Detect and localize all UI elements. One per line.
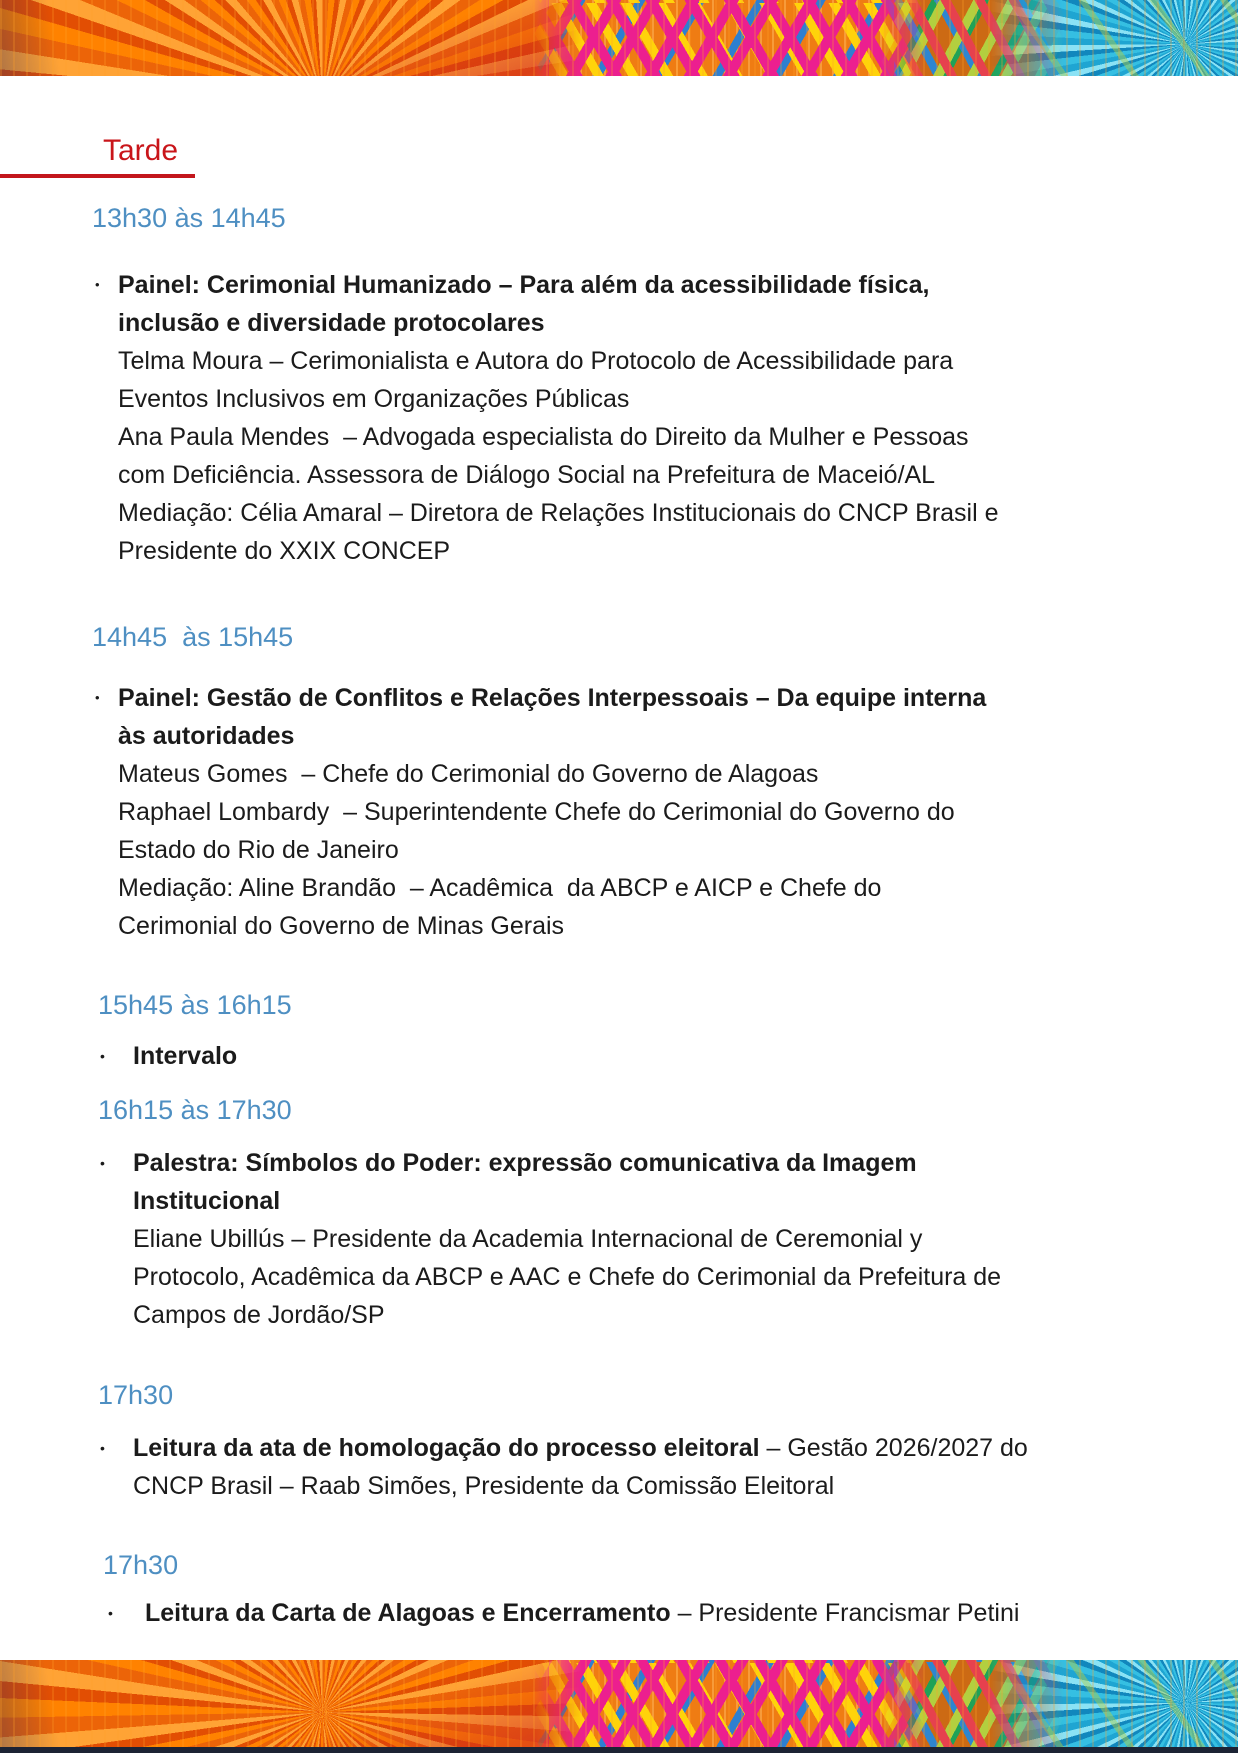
bullet-icon: • — [95, 690, 100, 705]
agenda-item-text — [133, 1144, 1238, 1334]
schedule-section — [0, 1379, 1238, 1505]
time-heading: 14h45 às 15h45 — [92, 622, 294, 652]
text-line: Palestra: Símbolos do Poder: expressão comunicativa da Imagem — [133, 1149, 917, 1177]
agenda-item-text — [118, 266, 1238, 570]
schedule-section — [0, 1094, 1238, 1334]
title-underline — [0, 174, 195, 178]
time-heading: 17h30 — [103, 1550, 179, 1580]
text-line: Mediação: Aline Brandão – Acadêmica da ABCP e AICP e Chefe do — [118, 874, 882, 902]
text-line: Protocolo, Acadêmica da ABCP e AAC e Chefe do Cerimonial da Prefeitura de — [133, 1263, 1002, 1291]
text-line: às autoridades — [118, 722, 295, 750]
woven-textile-banner-top — [0, 0, 1238, 76]
bullet-icon: • — [100, 1155, 105, 1171]
text-line: Intervalo — [133, 1042, 238, 1070]
text-line: inclusão e diversidade protocolares — [118, 309, 545, 337]
time-heading: 13h30 às 14h45 — [92, 203, 286, 233]
text-line: Raphael Lombardy – Superintendente Chefe do Cerimonial do Governo do — [118, 798, 955, 826]
bullet-icon: • — [108, 1605, 113, 1621]
agenda-item — [100, 1144, 1238, 1334]
schedule-section — [0, 621, 1238, 945]
agenda-item-text — [145, 1594, 1238, 1632]
agenda-item — [108, 1594, 1238, 1632]
section-title: Tarde — [103, 134, 179, 167]
bullet-icon: • — [100, 1440, 105, 1456]
bullet-icon: • — [100, 1048, 105, 1064]
schedule-section — [0, 202, 1238, 570]
time-heading: 17h30 — [98, 1380, 174, 1410]
text-line: Mateus Gomes – Chefe do Cerimonial do Governo de Alagoas — [118, 760, 819, 788]
text-line: Leitura da Carta de Alagoas e Encerramento – Presidente Francismar Petini — [145, 1599, 1020, 1627]
text-line: Painel: Gestão de Conflitos e Relações Interpessoais – Da equipe interna — [118, 684, 987, 712]
text-line: Estado do Rio de Janeiro — [118, 836, 399, 864]
text-line: CNCP Brasil – Raab Simões, Presidente da Comissão Eleitoral — [133, 1472, 835, 1500]
text-line: Cerimonial do Governo de Minas Gerais — [118, 912, 565, 940]
agenda-item — [100, 1037, 1238, 1075]
text-line: Ana Paula Mendes – Advogada especialista do Direito da Mulher e Pessoas — [118, 423, 969, 451]
agenda-item-text — [133, 1429, 1238, 1505]
schedule — [0, 202, 1238, 1632]
text-line: Telma Moura – Cerimonialista e Autora do Protocolo de Acessibilidade para — [118, 347, 954, 375]
text-line: Campos de Jordão/SP — [133, 1301, 385, 1329]
text-line: com Deficiência. Assessora de Diálogo Social na Prefeitura de Maceió/AL — [118, 461, 936, 489]
agenda-item — [100, 1429, 1238, 1505]
text-line: Institucional — [133, 1187, 281, 1215]
time-heading: 15h45 às 16h15 — [98, 990, 292, 1020]
schedule-section — [0, 989, 1238, 1075]
agenda-item-text — [133, 1037, 1238, 1075]
text-line: Leitura da ata de homologação do processo eleitoral – Gestão 2026/2027 do — [133, 1434, 1028, 1462]
text-line: Mediação: Célia Amaral – Diretora de Relações Institucionais do CNCP Brasil e — [118, 499, 999, 527]
bullet-icon: • — [95, 277, 100, 292]
text-line: Presidente do XXIX CONCEP — [118, 537, 451, 565]
warp-threads-decor — [0, 1660, 1238, 1753]
warp-threads-decor — [0, 0, 1238, 76]
agenda-item — [95, 266, 1238, 570]
text-line: Eliane Ubillús – Presidente da Academia Internacional de Ceremonial y — [133, 1225, 923, 1253]
text-line: Painel: Cerimonial Humanizado – Para além da acessibilidade física, — [118, 271, 930, 299]
page-content — [0, 76, 1238, 1660]
schedule-section — [0, 1549, 1238, 1632]
agenda-item — [95, 679, 1238, 945]
woven-textile-banner-bottom — [0, 1660, 1238, 1753]
agenda-item-text — [118, 679, 1238, 945]
text-line: Eventos Inclusivos em Organizações Públicas — [118, 385, 630, 413]
time-heading: 16h15 às 17h30 — [98, 1095, 292, 1125]
